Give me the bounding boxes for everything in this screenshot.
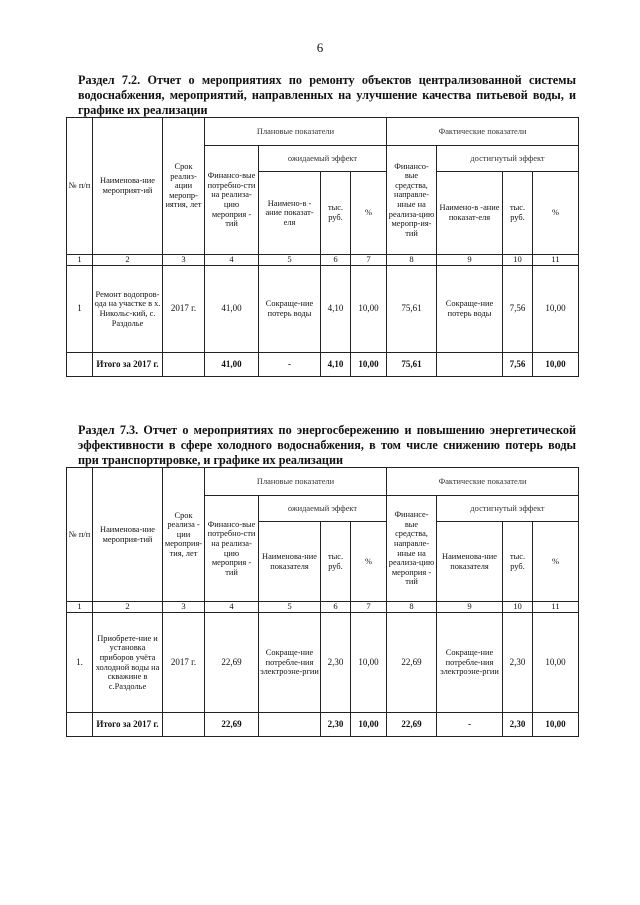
total-label: Итого за 2017 г. [93,713,163,737]
header-eff-unit-actual: тыс. руб. [503,522,533,602]
total-fin-actual: 75,61 [387,353,437,377]
header-term: Срок реализ-ации меропр-иятия, лет [163,118,205,255]
row-eff-pct-plan: 10,00 [351,266,387,353]
index-cell: 6 [321,255,351,266]
index-cell: 11 [533,255,579,266]
header-planned: Плановые показатели [205,468,387,496]
header-eff-unit-plan: тыс. руб. [321,522,351,602]
header-eff-pct-plan: % [351,172,387,255]
row-eff-name-actual: Сокраще-ние потерь воды [437,266,503,353]
row-eff-pct-actual: 10,00 [533,613,579,713]
total-eff-pct-actual: 10,00 [533,353,579,377]
header-eff-pct-plan: % [351,522,387,602]
header-term: Срок реализа - ции мероприя-тия, лет [163,468,205,602]
row-term: 2017 г. [163,266,205,353]
header-expected-effect: ожидаемый эффект [259,496,387,522]
header-actual: Фактические показатели [387,468,579,496]
index-cell: 9 [437,255,503,266]
index-cell: 3 [163,602,205,613]
total-fin-plan: 22,69 [205,713,259,737]
index-cell: 4 [205,602,259,613]
row-num: 1 [67,266,93,353]
header-eff-name-plan: Наимено-в - ание показат-еля [259,172,321,255]
header-eff-name-actual: Наименова-ние показателя [437,522,503,602]
header-fin-plan: Финансо-вые потребно-сти на реализа-цию мероприя - тий [205,496,259,602]
total-row [67,353,579,377]
row-num: 1. [67,613,93,713]
row-eff-name-plan: Сокраще-ние потребле-ния электроэне-ргии [259,613,321,713]
row-eff-value-plan: 2,30 [321,613,351,713]
table-row [67,266,579,353]
row-eff-value-actual: 7,56 [503,266,533,353]
row-fin-plan: 22,69 [205,613,259,713]
row-eff-value-plan: 4,10 [321,266,351,353]
header-eff-pct-actual: % [533,522,579,602]
header-eff-name-actual: Наимено-в -ание показат-еля [437,172,503,255]
index-cell: 8 [387,602,437,613]
page-number: 6 [316,40,324,55]
row-fin-plan: 41,00 [205,266,259,353]
row-eff-name-actual: Сокраще-ние потребле-ния электроэне-ргии [437,613,503,713]
total-fin-actual: 22,69 [387,713,437,737]
index-cell: 2 [93,255,163,266]
index-cell: 9 [437,602,503,613]
header-fin-actual: Финансо-вые средства, направле-нные на реализа-цию меропр-ия-тий [387,146,437,255]
header-eff-unit-actual: тыс. руб. [503,172,533,255]
header-eff-pct-actual: % [533,172,579,255]
total-eff-value-actual: 7,56 [503,353,533,377]
header-achieved-effect: достигнутый эффект [437,146,579,172]
row-eff-pct-actual: 10,00 [533,266,579,353]
header-name: Наименова-ние мероприя-тий [93,468,163,602]
header-fin-actual: Финансе-вые средства, направле-нные на реализа-цию мероприя - тий [387,496,437,602]
section-7-3-table [66,467,578,737]
total-eff-name-plan: - [259,353,321,377]
section-7-3-title: Раздел 7.3. Отчет о мероприятиях по энергосбережению и повышению энергетической эффективности в сфере холодного водоснабжения, в том числе снижению потерь воды при транспортировке, и графике их реализации [78,423,576,467]
index-cell: 5 [259,255,321,266]
header-planned: Плановые показатели [205,118,387,146]
total-row [67,713,579,737]
total-eff-pct-actual: 10,00 [533,713,579,737]
row-fin-actual: 75,61 [387,266,437,353]
total-eff-name-actual: - [437,713,503,737]
header-name: Наименова-ние мероприят-ий [93,118,163,255]
index-cell: 10 [503,255,533,266]
total-label: Итого за 2017 г. [93,353,163,377]
row-eff-name-plan: Сокраще-ние потерь воды [259,266,321,353]
row-eff-pct-plan: 10,00 [351,613,387,713]
row-term: 2017 г. [163,613,205,713]
index-cell: 11 [533,602,579,613]
header-num: № п/п [67,468,93,602]
total-fin-plan: 41,00 [205,353,259,377]
header-num: № п/п [67,118,93,255]
header-eff-name-plan: Наименова-ние показателя [259,522,321,602]
index-cell: 10 [503,602,533,613]
index-cell: 4 [205,255,259,266]
section-7-2-table [66,117,578,377]
header-actual: Фактические показатели [387,118,579,146]
section-7-2-title: Раздел 7.2. Отчет о мероприятиях по ремонту объектов централизованной системы водоснабжения, мероприятий, направленных на улучшение качества питьевой воды, и графике их реализации [78,73,576,117]
row-eff-value-actual: 2,30 [503,613,533,713]
header-fin-plan: Финансо-вые потребно-сти на реализа-цию мероприя - тий [205,146,259,255]
total-eff-value-plan: 4,10 [321,353,351,377]
index-cell: 8 [387,255,437,266]
row-name: Приобрете-ние и установка приборов учёта холодной воды на скважине в с.Раздолье [93,613,163,713]
index-cell: 7 [351,602,387,613]
index-cell: 3 [163,255,205,266]
table-row [67,613,579,713]
header-expected-effect: ожидаемый эффект [259,146,387,172]
header-achieved-effect: достигнутый эффект [437,496,579,522]
index-cell: 1 [67,602,93,613]
index-cell: 6 [321,602,351,613]
row-fin-actual: 22,69 [387,613,437,713]
index-cell: 5 [259,602,321,613]
total-eff-value-actual: 2,30 [503,713,533,737]
total-eff-pct-plan: 10,00 [351,353,387,377]
total-eff-value-plan: 2,30 [321,713,351,737]
index-cell: 2 [93,602,163,613]
total-eff-pct-plan: 10,00 [351,713,387,737]
index-cell: 7 [351,255,387,266]
row-name: Ремонт водопров-ода на участке в х. Никольс-кий, с. Раздолье [93,266,163,353]
index-cell: 1 [67,255,93,266]
header-eff-unit-plan: тыс. руб. [321,172,351,255]
